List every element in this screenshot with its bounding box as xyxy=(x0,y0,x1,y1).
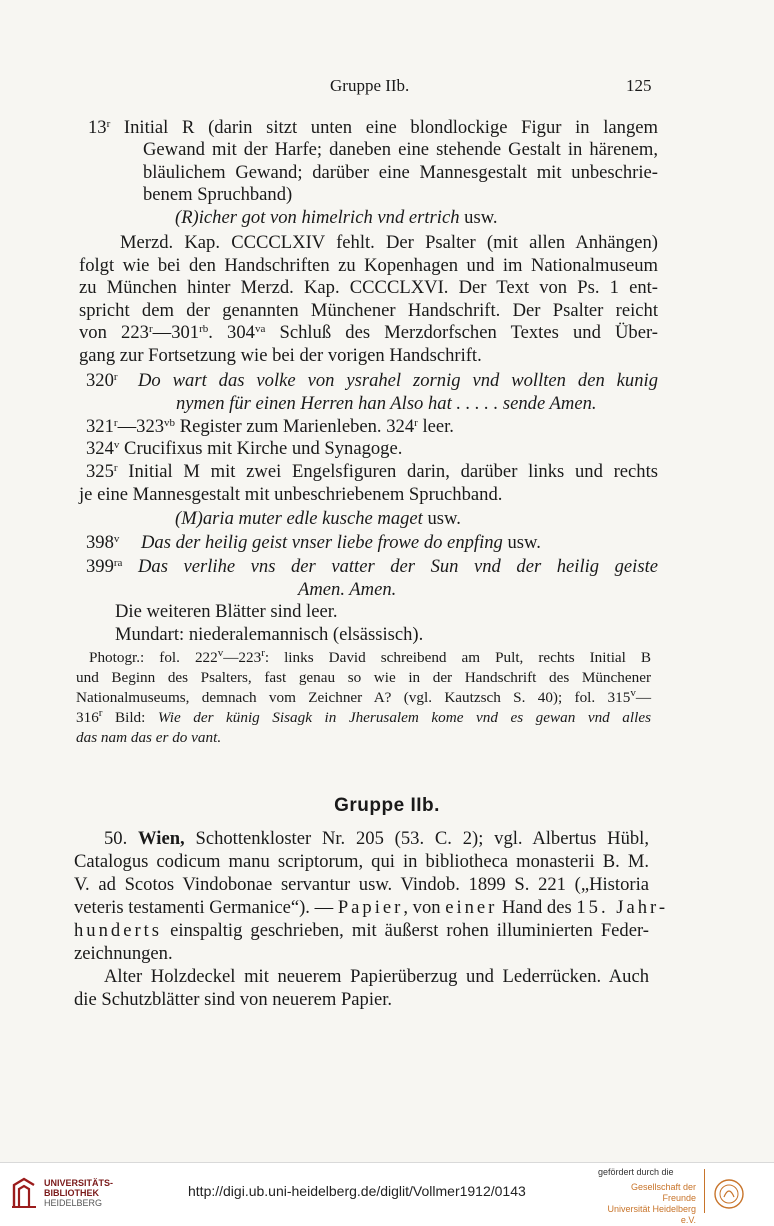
photo-note-line: Nationalmuseums, demnach vom Zeichner A? (vgl. Kautzsch S. 40); fol. 315$^v$— xyxy=(76,687,651,706)
permalink-url[interactable]: http://digi.ub.uni-heidelberg.de/diglit/Vollmer1912/0143 xyxy=(188,1183,526,1199)
text-line: zeichnungen. xyxy=(74,943,173,964)
incipit-line: (M)aria muter edle kusche maget usw. xyxy=(175,508,461,529)
text-line: von $223^r—301^{rb}$. $304^{va}$ Schluß des Merzdorfschen Textes und Über- xyxy=(79,322,658,343)
text-line: Alter Holzdeckel mit neuerem Papierüberzug und Lederrücken. Auch xyxy=(104,966,649,987)
text-line: Die weiteren Blätter sind leer. xyxy=(115,601,338,622)
text-line: veteris testamenti Germanice“). — Papier, von einer Hand des 15. Jahr- xyxy=(74,897,669,918)
page-number: 125 xyxy=(626,76,652,95)
text-line: $321^r—323^{vb}$ Register zum Marienleben. 324$^r$ leer. xyxy=(86,416,454,437)
section-heading: Gruppe IIb. xyxy=(334,795,440,816)
text-line: spricht dem der genannten Münchener Handschrift. Der Psalter reicht xyxy=(79,300,658,321)
running-title: Gruppe IIb. xyxy=(330,76,410,95)
library-name: UNIVERSITÄTS- BIBLIOTHEK HEIDELBERG xyxy=(44,1178,114,1208)
incipit-line: Do wart das volke von ysrahel zornig vnd wollten den kunig xyxy=(138,370,658,391)
text-line: zu München hinter Merzd. Kap. CCCCLXVI. Der Text von Ps. 1 ent- xyxy=(79,277,658,298)
text-line: die Schutzblätter sind von neuerem Papier. xyxy=(74,989,393,1010)
text-line: Catalogus codicum manu scriptorum, qui in bibliotheca monasterii B. M. xyxy=(74,851,649,872)
folio-label: 398$^v$ xyxy=(86,532,120,553)
text-line: Mundart: niederalemannisch (elsässisch). xyxy=(115,624,424,645)
digitization-footer xyxy=(0,1162,774,1225)
text-line: gang zur Fortsetzung wie bei der vorigen Handschrift. xyxy=(79,345,482,366)
incipit-line: (R)icher got von himelrich vnd ertrich usw. xyxy=(175,207,498,228)
folio-label: $399^{ra}$ xyxy=(86,556,123,577)
photo-note-line: das nam das er do vant. xyxy=(76,729,222,746)
text-line: 325$^r$ Initial M mit zwei Engelsfiguren darin, darüber links und rechts xyxy=(86,461,658,482)
sponsor-name: Gesellschaft der Freunde Universität Heidelberg e.V. xyxy=(607,1182,696,1225)
text-line: V. ad Scotos Vindobonae servantur usw. Vindob. 1899 S. 221 („Historia xyxy=(74,874,649,895)
incipit-line: Das verlihe vns der vatter der Sun vnd der heilig geiste xyxy=(138,556,658,577)
text-line: 13$^r$ Initial R (darin sitzt unten eine blondlockige Figur in langem xyxy=(88,117,658,138)
text-line: Gewand mit der Harfe; daneben eine stehende Gestalt in härenem, xyxy=(143,139,658,160)
text-line: folgt wie bei den Handschriften zu Kopenhagen und im Nationalmuseum xyxy=(79,255,658,276)
text-line: 50. Wien, Schottenkloster Nr. 205 (53. C. 2); vgl. Albertus Hübl, xyxy=(104,828,649,849)
sponsor-divider xyxy=(704,1169,705,1213)
text-line: Merzd. Kap. CCCCLXIV fehlt. Der Psalter (mit allen Anhängen) xyxy=(120,232,658,253)
text-line: bläulichem Gewand; darüber eine Mannesgestalt mit unbeschrie- xyxy=(143,162,658,183)
incipit-line: Das der heilig geist vnser liebe frowe do enpfing usw. xyxy=(141,532,541,553)
photo-note-line: Photogr.: fol. 222$^v$—223$^r$: links David schreibend am Pult, rechts Initial B xyxy=(89,647,652,666)
text-line: je eine Mannesgestalt mit unbeschriebenem Spruchband. xyxy=(79,484,503,505)
library-logo-icon xyxy=(10,1177,38,1209)
folio-label: 320$^r$ xyxy=(86,370,118,391)
sponsor-caption: gefördert durch die xyxy=(598,1167,674,1177)
text-line: 324$^v$ Crucifixus mit Kirche und Synagoge. xyxy=(86,438,403,459)
sponsor-seal-icon xyxy=(712,1177,746,1211)
photo-note-line: 316$^r$ Bild: Wie der künig Sisagk in Jherusalem kome vnd es gewan vnd alles xyxy=(76,707,651,726)
text-line: hunderts einspaltig geschrieben, mit äußerst rohen illuminierten Feder- xyxy=(74,920,649,941)
incipit-line: nymen für einen Herren han Also hat . . . . . sende Amen. xyxy=(176,393,597,414)
incipit-line: Amen. Amen. xyxy=(298,579,397,600)
text-line: benem Spruchband) xyxy=(143,184,293,205)
photo-note-line: und Beginn des Psalters, fast genau so wie in der Handschrift des Münchener xyxy=(76,669,651,686)
